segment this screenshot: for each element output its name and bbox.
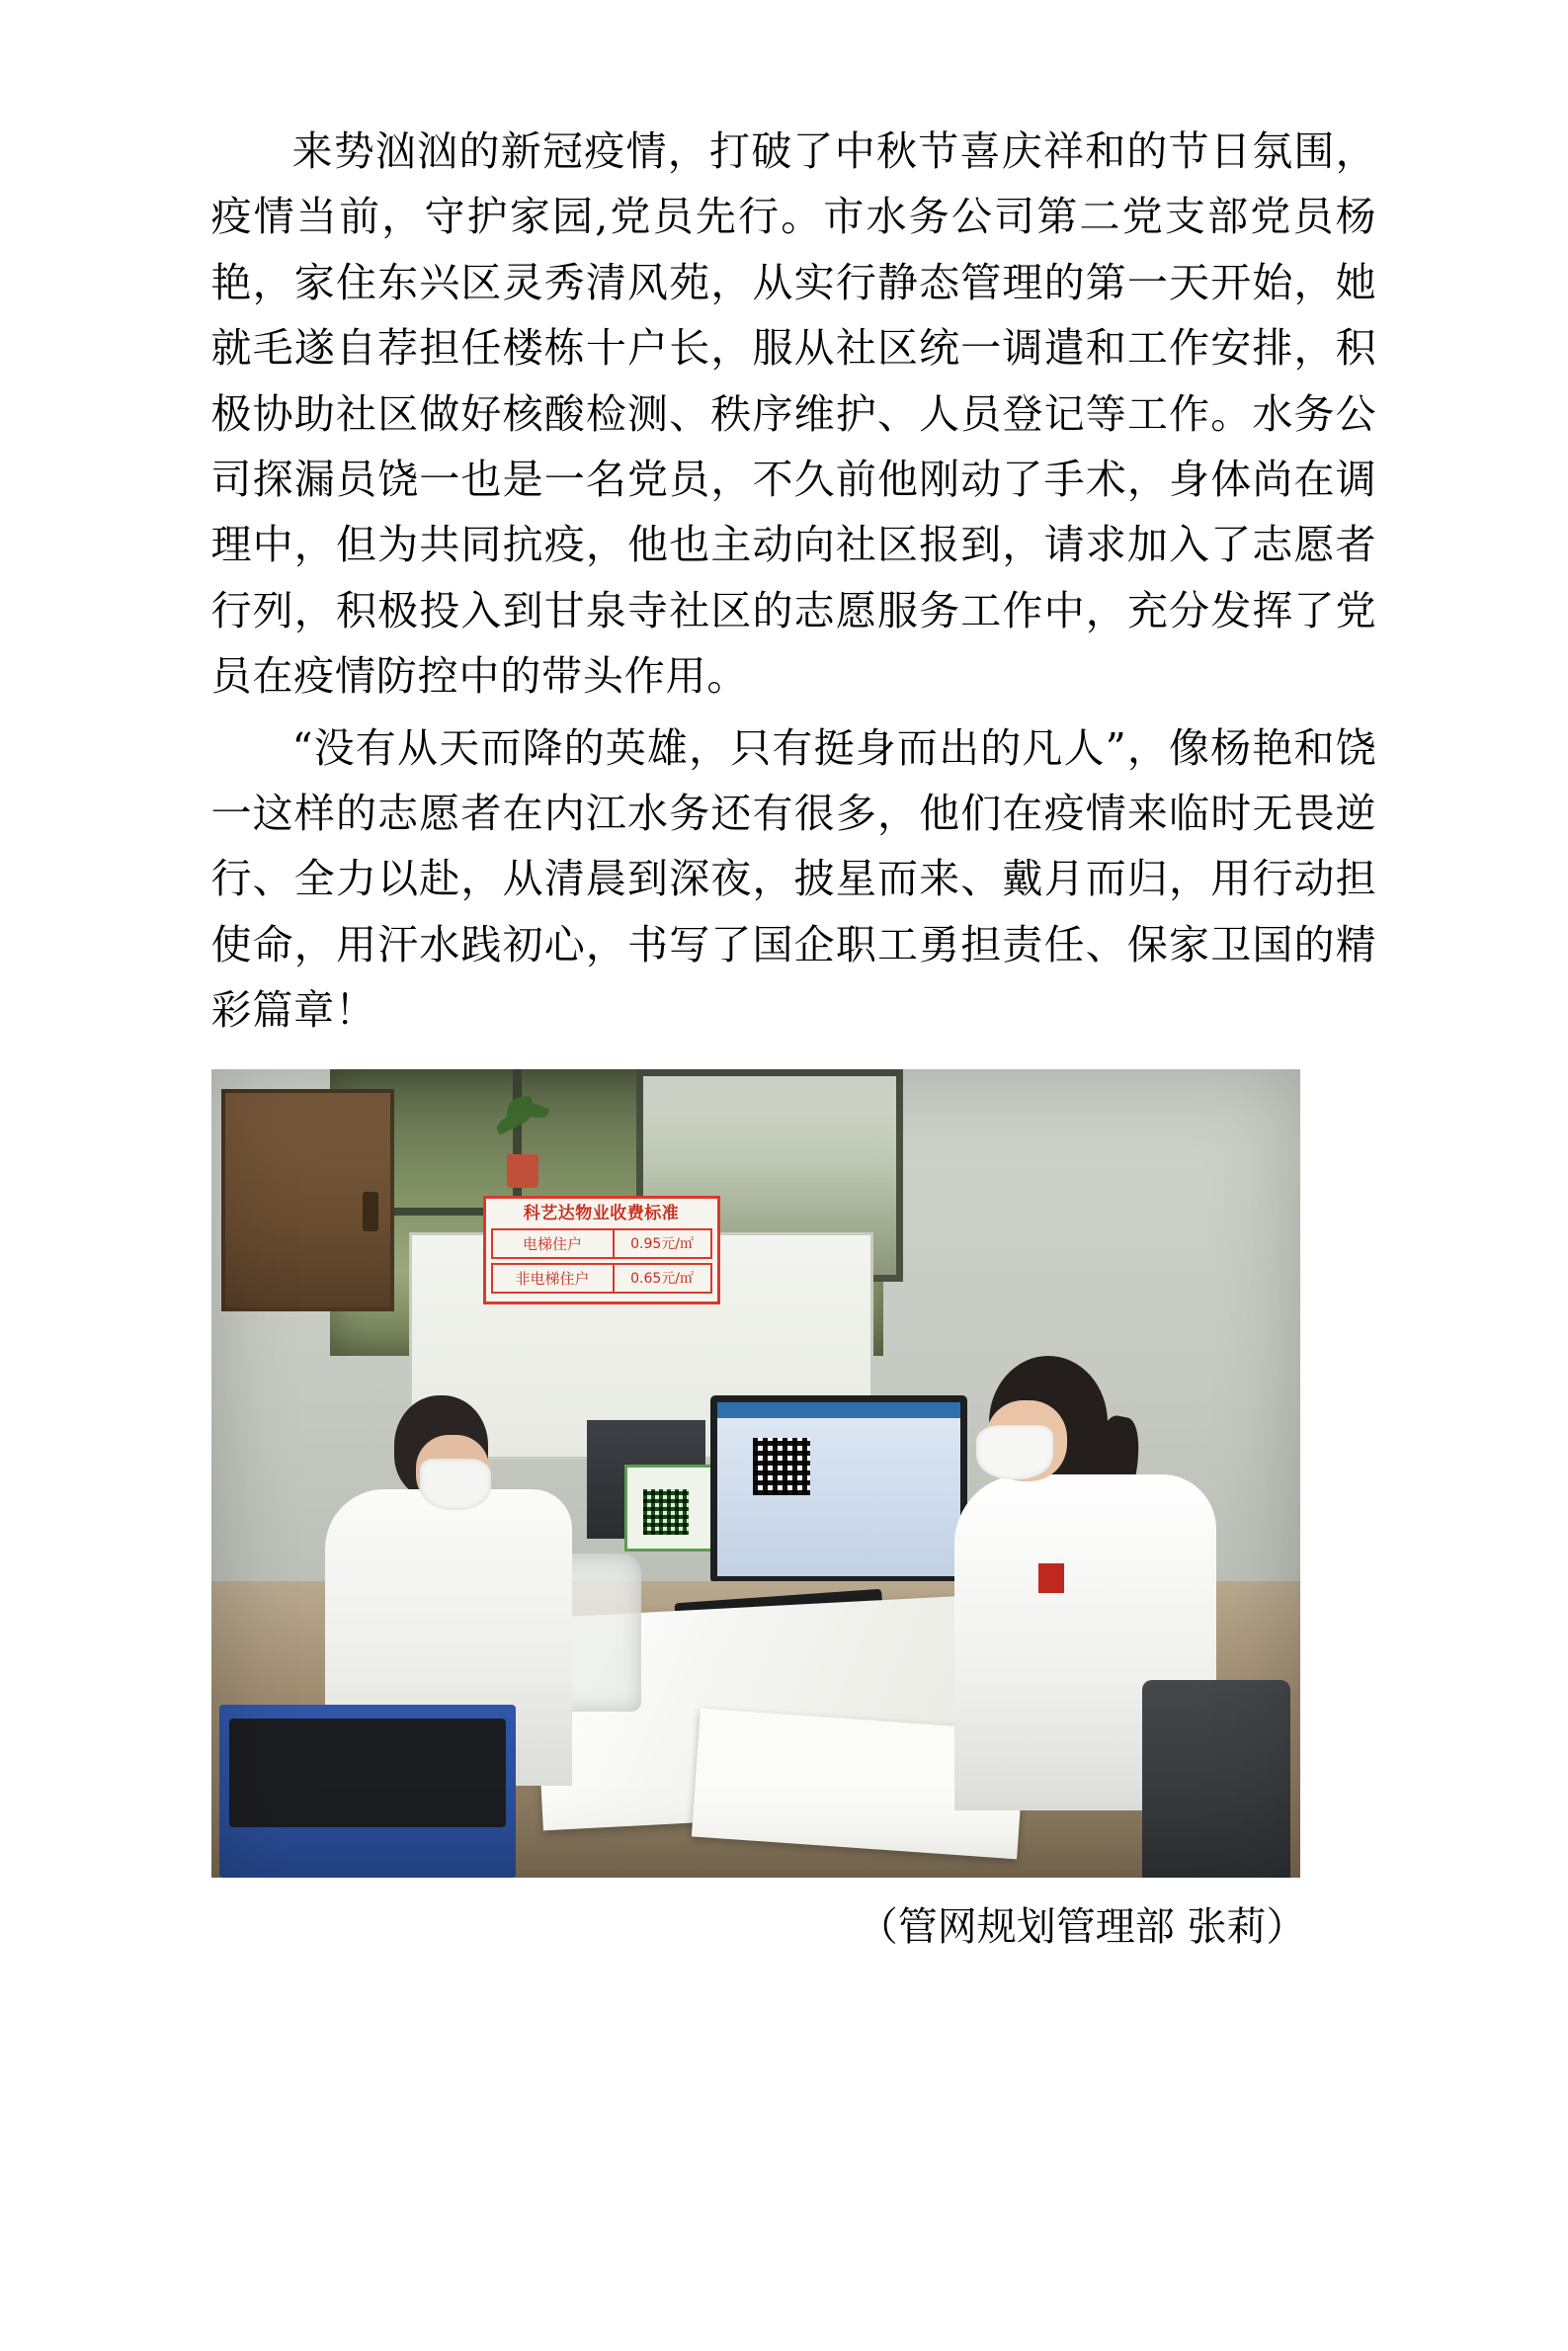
- qr-code-icon: [753, 1438, 810, 1495]
- plant-pot: [507, 1154, 538, 1188]
- photo-wall-cabinet: [221, 1089, 394, 1311]
- photo-potted-plant: [493, 1097, 552, 1188]
- document-body: [211, 119, 1377, 1957]
- office-volunteers-photo: [211, 1069, 1300, 1878]
- figure-wrapper: [211, 1069, 1377, 1878]
- monitor-screen: [717, 1402, 960, 1576]
- photo-office-chair: [1142, 1680, 1290, 1878]
- cart-lid: [229, 1719, 506, 1827]
- figure-caption: （管网规划管理部 张莉）: [858, 1903, 1306, 1950]
- photo-computer-monitor: [710, 1395, 967, 1583]
- photo-blue-cart: [219, 1705, 516, 1878]
- paragraph-1: 来势汹汹的新冠疫情，打破了中秋节喜庆祥和的节日氛围，疫情当前，守护家园,党员先行。市水务公司第二党支部党员杨艳，家住东兴区灵秀清风苑，从实行静态管理的第一天开始，她就毛遂自荐担任楼栋十户长，服从社区统一调遣和工作安排，积极协助社区做好核酸检测、秩序维护、人员登记等工作。水务公司探漏员饶一也是一名党员，不久前他刚动了手术，身体尚在调理中，但为共同抗疫，他也主动向社区报到，请求加入了志愿者行列，积极投入到甘泉寺社区的志愿服务工作中，充分发挥了党员在疫情防控中的带头作用。: [210, 127, 1377, 701]
- screen-titlebar: [717, 1402, 960, 1418]
- notice-row-label: 电梯住户: [493, 1230, 615, 1257]
- property-fee-notice-sign: [483, 1196, 720, 1304]
- paragraph-2: “没有从天而降的英雄，只有挺身而出的凡人”，像杨艳和饶一这样的志愿者在内江水务还有很多，他们在疫情来临时无畏逆行、全力以赴，从清晨到深夜，披星而来、戴月而归，用行动担使命，用汗水践初心，书写了国企职工勇担责任、保家卫国的精彩篇章！: [210, 723, 1377, 1035]
- notice-row: [491, 1228, 712, 1259]
- face-mask-icon: [420, 1459, 491, 1510]
- notice-row-label: 非电梯住户: [493, 1265, 615, 1292]
- face-mask-icon: [976, 1425, 1053, 1479]
- notice-row-value: 0.65元/㎡: [630, 1271, 694, 1288]
- photo-health-code-sign: [624, 1465, 719, 1552]
- notice-row-value: 0.95元/㎡: [630, 1236, 694, 1253]
- plant-leaf: [505, 1096, 533, 1126]
- notice-title: 科艺达物业收费标准: [523, 1203, 680, 1223]
- notice-row: [491, 1263, 712, 1294]
- qr-code-icon: [643, 1489, 689, 1535]
- shirt-logo: [1038, 1563, 1064, 1593]
